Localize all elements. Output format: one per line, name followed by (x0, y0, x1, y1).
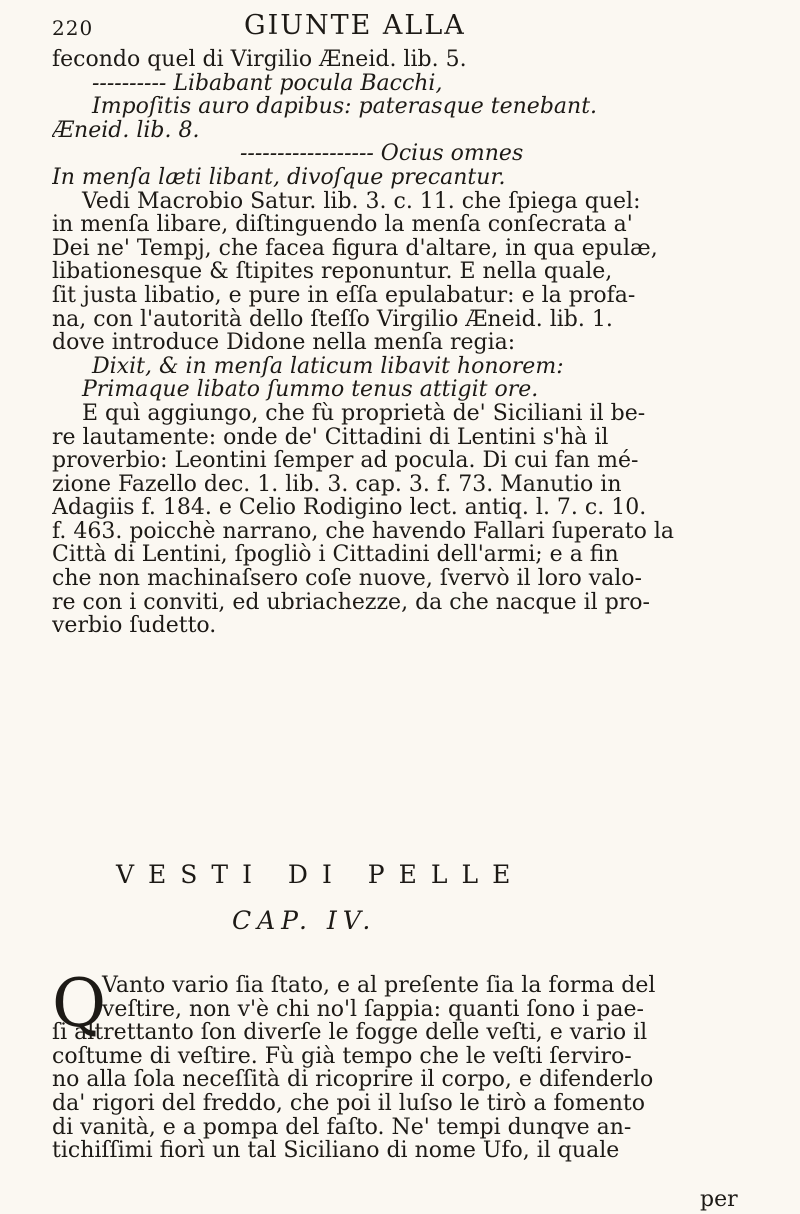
catchword: per (700, 1187, 738, 1212)
main-text (52, 48, 760, 638)
text-line: verbio ſudetto. (52, 614, 217, 638)
text-line: ſit justa libatio, e pure in eſſa epulabatur: e la profa- (52, 283, 636, 308)
text-line: ------------------ Ocius omnes (240, 142, 524, 166)
text-line: zione Fazello dec. 1. lib. 3. cap. 3. f. 73. Manutio in (52, 472, 622, 497)
page-number: 220 (52, 16, 94, 40)
text-line: Impoſitis auro dapibus: paterasque tenebant. (92, 95, 598, 119)
text-line: coſtume di veſtire. Fù già tempo che le veſti ſerviro- (52, 1044, 632, 1069)
text-line: Dixit, & in menſa laticum libavit honorem: (92, 354, 564, 379)
text-line: tichiſſimi fiorì un tal Siciliano di nome Ufo, il quale (52, 1139, 620, 1163)
text-line: Dei ne' Tempj, che facea figura d'altare, in qua epulæ, (52, 236, 658, 261)
text-line: da' rigori del freddo, che poi il luſso le tirò a fomento (52, 1091, 645, 1116)
text-line: Vedi Macrobio Satur. lib. 3. c. 11. che ſpiega quel: (82, 189, 641, 214)
text-line: ſi altrettanto ſon diverſe le fogge delle veſti, e vario il (52, 1021, 648, 1045)
section-title: VESTI DI PELLE (116, 860, 525, 889)
text-line: di vanità, e a pompa del faſto. Ne' tempi dunqve an- (52, 1115, 632, 1140)
running-head (52, 8, 760, 48)
text-line: libationesque & ſtipites reponuntur. E nella quale, (52, 260, 613, 284)
text-line: Æneid. lib. 8. (52, 118, 200, 143)
text-line: proverbio: Leontini ſemper ad pocula. Di cui fan mé- (52, 449, 639, 473)
text-line: Adagiis f. 184. e Celio Rodigino lect. antiq. l. 7. c. 10. (52, 496, 647, 520)
text-line: na, con l'autorità dello ſteſſo Virgilio Æneid. lib. 1. (52, 307, 613, 332)
text-line: re lautamente: onde de' Cittadini di Lentini s'hà il (52, 425, 609, 450)
running-title: GIUNTE ALLA (244, 10, 466, 41)
chapter-heading: CAP. IV. (232, 906, 377, 935)
text-line: Primaque libato ſummo tenus attigit ore. (82, 378, 539, 402)
text-line: no alla ſola neceſſità di ricoprire il corpo, e difenderlo (52, 1068, 654, 1092)
text-line: Vanto vario ſia ſtato, e al preſente ſia la forma del (102, 974, 656, 998)
text-line: fecondo quel di Virgilio Æneid. lib. 5. (52, 48, 467, 72)
text-line: f. 463. poicchè narrano, che havendo Fallari ſuperato la (52, 519, 674, 544)
text-line: E quì aggiungo, che fù proprietà de' Siciliani il be- (82, 401, 646, 426)
text-line: ---------- Libabant pocula Bacchi, (92, 71, 443, 96)
chapter-text (52, 965, 760, 1163)
text-line: in menſa libare, diſtinguendo la menſa conſecrata a' (52, 213, 633, 237)
text-line: Città di Lentini, ſpogliò i Cittadini dell'armi; e a fin (52, 543, 619, 568)
drop-cap: Q (52, 965, 107, 1042)
text-line: veſtire, non v'è chi no'l ſappia: quanti ſono i pae- (102, 997, 644, 1022)
text-line: che non machinaſsero coſe nuove, ſvervò il loro valo- (52, 567, 642, 591)
text-line: In menſa læti libant, divoſque precantur. (52, 165, 506, 190)
text-line: re con i conviti, ed ubriachezze, da che nacque il pro- (52, 590, 650, 615)
text-line: dove introduce Didone nella menſa regia: (52, 331, 516, 355)
